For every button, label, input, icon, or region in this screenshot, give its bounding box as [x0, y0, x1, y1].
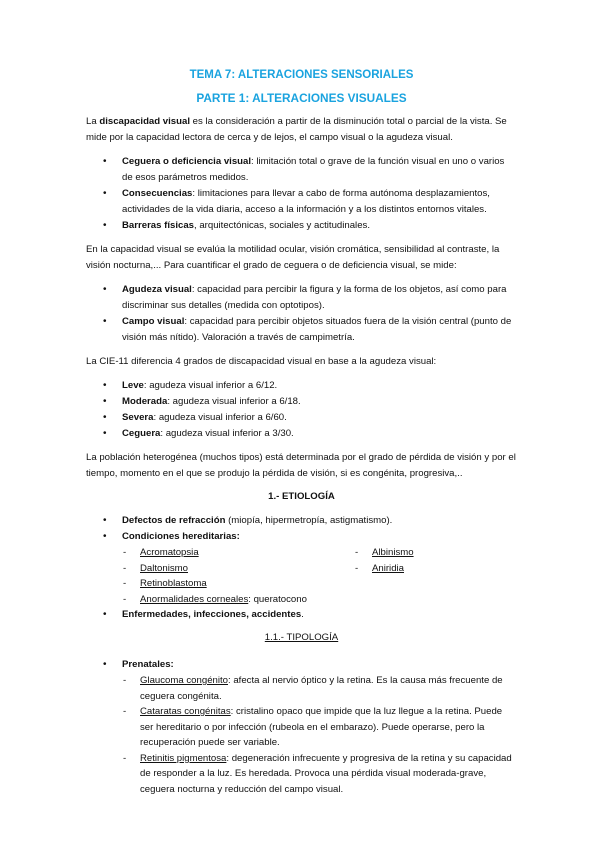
item-term: Glaucoma congénito	[140, 675, 228, 686]
list-item	[122, 394, 517, 410]
list-item	[372, 545, 517, 561]
list-item	[122, 607, 517, 623]
list-item	[122, 513, 517, 529]
item-text: : agudeza visual inferior a 6/60.	[153, 412, 287, 423]
prenatal-list	[122, 673, 517, 797]
item-term: Condiciones hereditarias	[122, 531, 237, 542]
etiology-list	[86, 513, 517, 623]
chapter-title: TEMA 7: ALTERACIONES SENSORIALES	[189, 69, 414, 81]
typology-list	[86, 657, 517, 797]
item-term: Ceguera o deficiencia visual	[122, 156, 252, 167]
item-text: Aniridia	[372, 562, 404, 574]
item-text: Retinoblastoma	[140, 578, 207, 589]
item-term: Cataratas congénitas	[140, 706, 231, 717]
item-term: Agudeza visual	[122, 284, 192, 295]
list-item	[140, 545, 354, 561]
etiology-heading: 1.- ETIOLOGÍA	[268, 491, 335, 502]
item-text: : agudeza visual inferior a 6/18.	[167, 396, 301, 407]
list-item	[140, 561, 354, 577]
item-text: Daltonismo	[140, 562, 188, 574]
item-text: : capacidad para percibir objetos situados fuera de la visión central (punto de visión más nítido). Valoración a través de campimetría.	[122, 316, 512, 343]
list-item	[122, 218, 517, 234]
item-term: Campo visual	[122, 316, 185, 327]
list-item	[140, 592, 354, 608]
item-text: : agudeza visual inferior a 6/12.	[143, 380, 278, 391]
intro-term: discapacidad visual	[99, 116, 190, 127]
item-text: (miopía, hipermetropía, astigmatismo).	[225, 515, 393, 526]
item-text: : limitaciones para llevar a cabo de forma autónoma desplazamientos, actividades de la vida diaria, acceso a la información y a los distintos entornos vitales.	[122, 188, 490, 215]
item-term: Barreras físicas	[122, 220, 195, 231]
hereditary-columns	[122, 545, 517, 607]
item-text: : agudeza visual inferior a 3/30.	[160, 428, 294, 439]
item-term: Retinitis pigmentosa	[140, 752, 227, 764]
item-text: Albinismo	[372, 547, 414, 558]
grades-list	[86, 378, 517, 442]
item-text: : queratocono	[248, 593, 307, 605]
population-paragraph: La población heterogénea (muchos tipos) está determinada por el grado de pérdida de visión y por el tiempo, momento en el que se produjo la pérdida de visión, si es congénita, progresiva,..	[86, 452, 516, 479]
list-item	[122, 426, 517, 442]
item-term: Ceguera	[122, 428, 161, 439]
item-term: Leve	[122, 380, 144, 391]
dash-list	[354, 545, 517, 576]
list-item	[122, 186, 517, 218]
measures-list	[86, 282, 517, 346]
intro-paragraph	[86, 114, 517, 146]
item-term: Enfermedades, infecciones, accidentes	[122, 609, 302, 620]
list-item	[372, 561, 517, 577]
item-text: : capacidad para percibir la figura y la forma de los objetos, así como para discriminar sus detalles (medida con optotipos).	[122, 284, 507, 311]
item-text: .	[301, 609, 304, 620]
item-text: : afecta al nervio óptico y la retina. Es la causa más frecuente de ceguera congénita.	[140, 675, 503, 702]
hereditary-column-1	[122, 545, 354, 607]
item-term: Moderada	[122, 396, 168, 407]
dash-list	[122, 545, 354, 607]
intro-pre: La	[86, 116, 100, 127]
list-item	[140, 704, 517, 751]
definition-list	[86, 154, 517, 234]
intro-post: es la consideración a partir de la disminución total o parcial de la vista. Se mide por la capacidad lectora de cerca y de lejos, el campo visual o la agudeza visual.	[86, 116, 507, 143]
item-term: Anormalidades corneales	[140, 593, 249, 605]
item-colon: :	[170, 659, 174, 670]
list-item	[122, 378, 517, 394]
item-text: : cristalino opaco que impide que la luz llegue a la retina. Puede ser hereditario o por infección (rubeola en el embarazo). Puede operarse, pero la recuperación puede ser variable.	[140, 706, 503, 748]
item-text: : degeneración infrecuente y progresiva de la retina y su capacidad de responder a la luz. Es heredada. Provoca una pérdida visual moderada-grave, ceguera nocturna y reducción del campo visual.	[140, 752, 512, 795]
item-text: Acromatopsia	[140, 547, 199, 558]
list-item	[122, 282, 517, 314]
part-title: PARTE 1: ALTERACIONES VISUALES	[196, 91, 407, 105]
item-text: : limitación total o grave de la función visual en uno o varios de esos parámetros medidos.	[122, 156, 505, 183]
list-item	[122, 410, 517, 426]
item-term: Defectos de refracción	[122, 515, 226, 526]
hereditary-column-2	[354, 545, 517, 607]
item-term: Severa	[122, 412, 154, 423]
list-item	[122, 657, 517, 797]
list-item	[122, 154, 517, 186]
item-colon: :	[236, 531, 240, 542]
list-item	[122, 529, 517, 607]
list-item	[140, 673, 517, 704]
item-text: , arquitectónicas, sociales y actitudinales.	[194, 220, 370, 231]
item-term: Prenatales	[122, 659, 171, 670]
cie-paragraph: La CIE-11 diferencia 4 grados de discapacidad visual en base a la agudeza visual:	[86, 356, 437, 367]
typology-heading: 1.1.- TIPOLOGÍA	[264, 632, 339, 643]
evaluation-paragraph: En la capacidad visual se evalúa la motilidad ocular, visión cromática, sensibilidad al contraste, la visión nocturna,... Para cuantificar el grado de ceguera o de deficiencia visual, se mide:	[86, 244, 500, 271]
list-item	[140, 751, 517, 798]
item-term: Consecuencias	[122, 188, 193, 199]
list-item	[122, 314, 517, 346]
list-item	[140, 576, 354, 592]
